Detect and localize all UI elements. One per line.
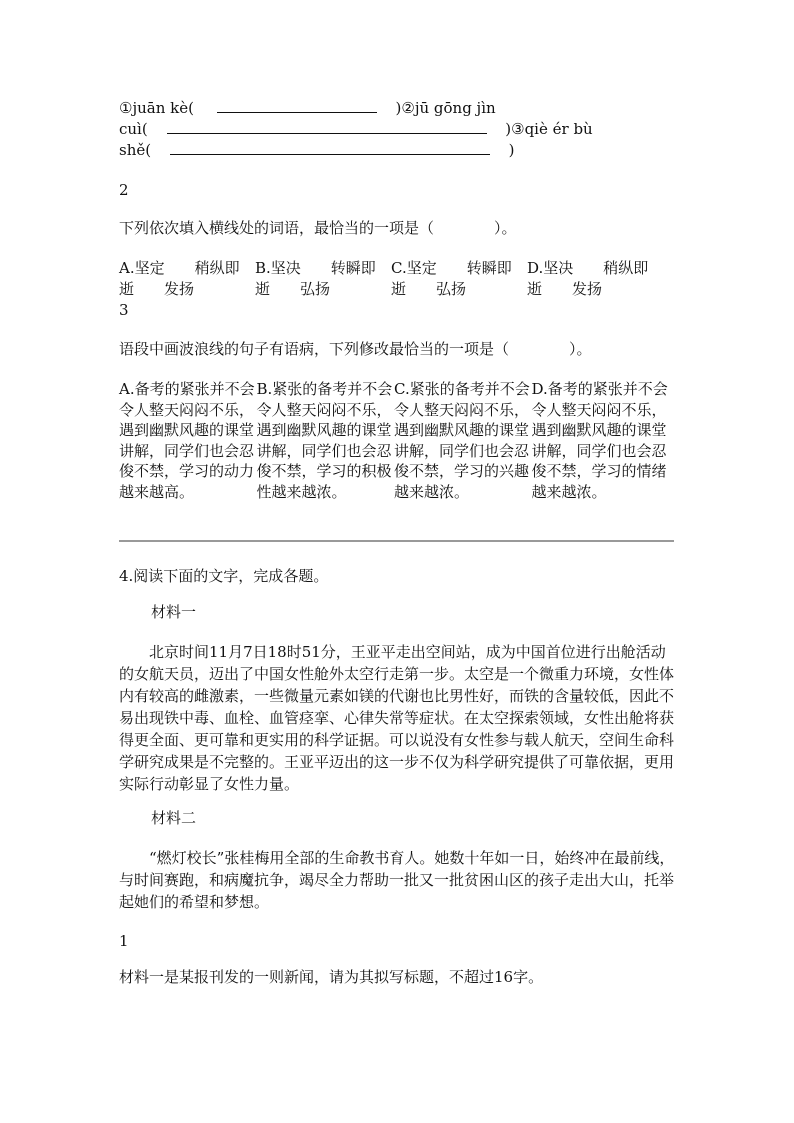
- q2-number: 2: [119, 181, 129, 199]
- q1-item3-prefix: shě(: [119, 141, 152, 159]
- q1-answer-blank-3[interactable]: [170, 140, 490, 155]
- q3-stem: 语段中画波浪线的句子有语病，下列修改最恰当的一项是（ ）。: [119, 340, 592, 358]
- q1-item3-line: [119, 140, 515, 160]
- q1-item1-prefix: ①juān kè(: [119, 99, 194, 117]
- q3-option-a[interactable]: A.备考的紧张并不会令人整天闷闷不乐，遇到幽默风趣的课堂讲解，同学们也会忍俊不禁，学习的动力越来越高。: [119, 380, 255, 501]
- q2-option-b[interactable]: B.坚决 转瞬即 逝 弘扬: [255, 259, 376, 298]
- q1-item1-line: [119, 98, 496, 118]
- q2-option-c[interactable]: C.坚定 转瞬即 逝 弘扬: [391, 259, 512, 298]
- q4-material1-label: 材料一: [151, 603, 197, 621]
- section-divider: [119, 540, 674, 542]
- q4-material1-text: 北京时间11月7日18时51分，王亚平走出空间站，成为中国首位进行出舱活动的女航天员，迈出了中国女性舱外太空行走第一步。太空是一个微重力环境，女性体内有较高的雌激素，一些微量元素如镁的代谢也比男性好，而铁的含量较低，因此不易出现铁中毒、血栓、血管痉挛、心律失常等症状。在太空探索领域，女性出舱将获得更全面、更可靠和更实用的科学证据。可以说没有女性参与载人航天，空间生命科学研究成果是不完整的。王亚平迈出的这一步不仅为科学研究提供了可靠依据，更用实际行动彰显了女性力量。: [119, 643, 675, 793]
- q2-stem: 下列依次填入横线处的词语，最恰当的一项是（ ）。: [119, 219, 517, 237]
- q2-options: [119, 258, 669, 299]
- q3-option-d[interactable]: D.备考的紧张并不会令人整天闷闷不乐，遇到幽默风趣的课堂讲解，同学们也会忍俊不禁，学习的情绪越来越浓。: [531, 380, 668, 501]
- q1-item2-suffix: )③qiè ér bù: [505, 120, 593, 138]
- q3-number: 3: [119, 301, 129, 319]
- q1-item2-line: [119, 119, 593, 139]
- q4-title: 4.阅读下面的文字，完成各题。: [119, 567, 329, 585]
- q1-item3-suffix: ): [508, 141, 515, 159]
- q2-option-a[interactable]: A.坚定 稍纵即 逝 发扬: [119, 259, 240, 298]
- q1-item1-suffix: )②jū gōng jìn: [395, 99, 496, 117]
- q4-sub-stem: 材料一是某报刊发的一则新闻，请为其拟写标题，不超过16字。: [119, 968, 544, 986]
- q2-option-d[interactable]: D.坚决 稍纵即 逝 发扬: [527, 259, 649, 298]
- q1-item2-prefix: cuì(: [119, 120, 148, 138]
- q3-option-c[interactable]: C.紧张的备考并不会令人整天闷闷不乐，遇到幽默风趣的课堂讲解，同学们也会忍俊不禁，学习的兴趣越来越浓。: [394, 380, 530, 501]
- q4-material2-label: 材料二: [151, 809, 197, 827]
- q1-answer-blank-2[interactable]: [167, 119, 487, 134]
- q4-material2-text: “燃灯校长”张桂梅用全部的生命教书育人。她数十年如一日，始终冲在最前线，与时间赛跑，和病魔抗争，竭尽全力帮助一批又一批贫困山区的孩子走出大山，托举起她们的希望和梦想。: [119, 849, 675, 911]
- q4-sub-number: 1: [119, 932, 129, 950]
- q1-answer-blank-1[interactable]: [217, 98, 377, 113]
- q3-option-b[interactable]: B.紧张的备考并不会令人整天闷闷不乐，遇到幽默风趣的课堂讲解，同学们也会忍俊不禁，学习的积极性越来越浓。: [256, 380, 393, 501]
- q3-options: [119, 379, 669, 502]
